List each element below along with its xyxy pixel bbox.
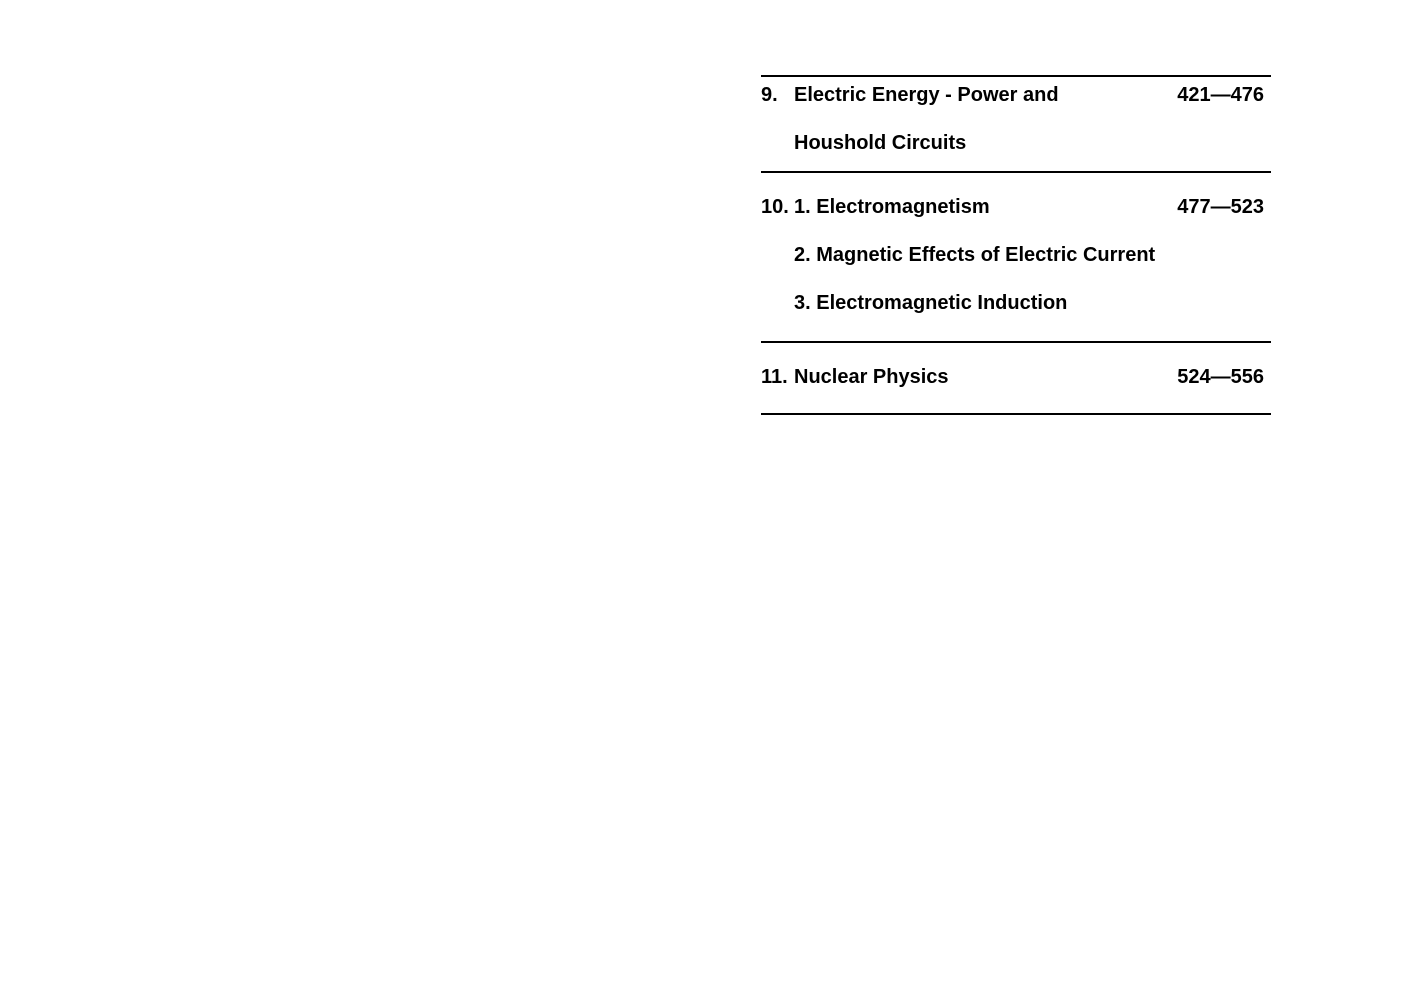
chapter-number: 10. [761, 196, 789, 218]
toc-entry-10 [761, 173, 1271, 341]
page-range: 524—556 [1177, 366, 1264, 388]
toc-entry-9 [761, 77, 1271, 171]
table-of-contents [761, 75, 1271, 415]
chapter-title-line: 3. Electromagnetic Induction [794, 292, 1068, 314]
chapter-number: 11. [761, 366, 788, 388]
chapter-title-line: 2. Magnetic Effects of Electric Current [794, 244, 1156, 266]
divider-bottom [761, 413, 1271, 415]
chapter-title-line: Nuclear Physics [794, 366, 949, 388]
chapter-title-line: 1. Electromagnetism [794, 196, 990, 218]
page-range: 477—523 [1177, 196, 1264, 218]
toc-entry-11 [761, 343, 1271, 413]
chapter-title-line: Electric Energy - Power and [794, 84, 1059, 106]
page-range: 421—476 [1177, 84, 1264, 106]
chapter-number: 9. [761, 84, 778, 106]
chapter-title-line: Houshold Circuits [794, 132, 967, 154]
